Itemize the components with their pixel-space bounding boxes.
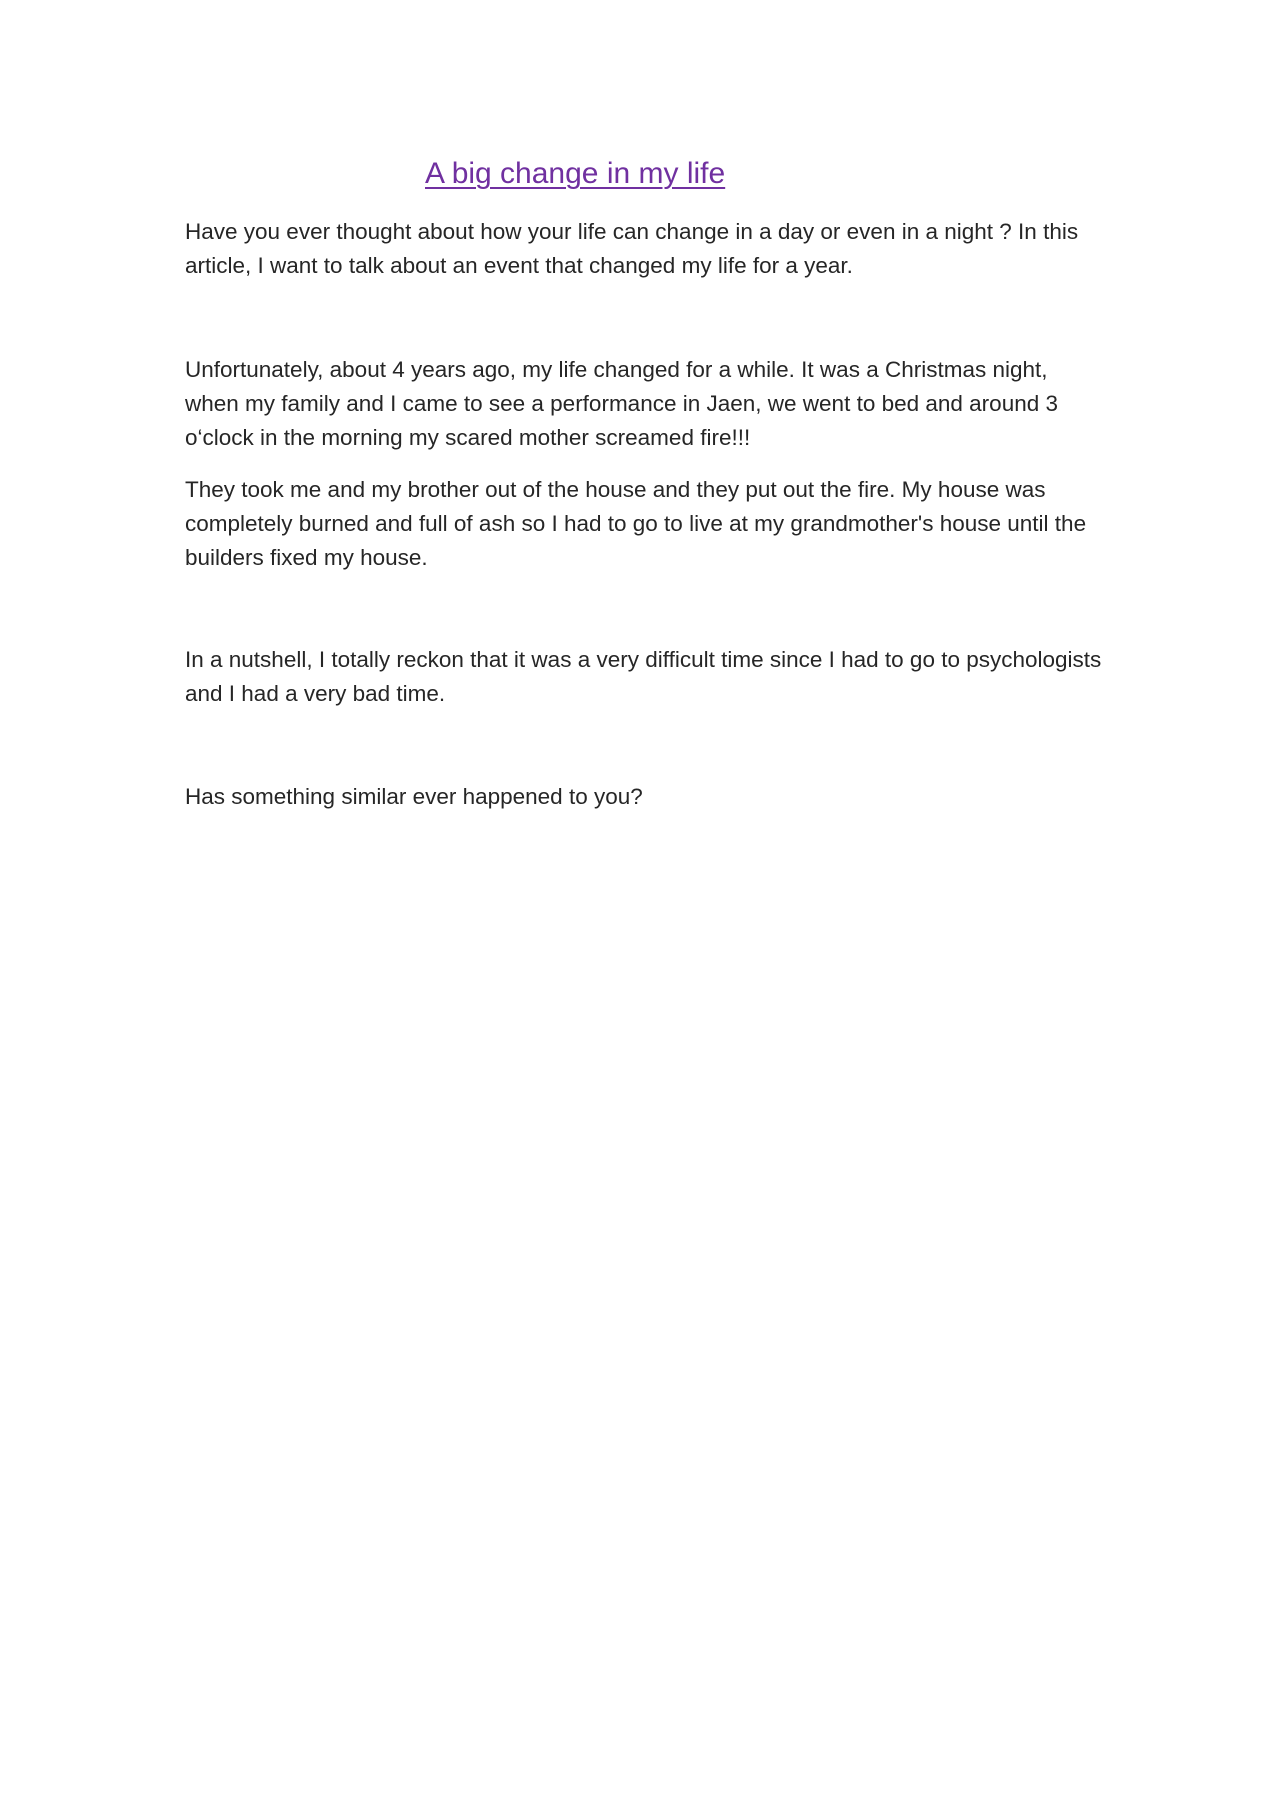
paragraph-event: Unfortunately, about 4 years ago, my life changed for a while. It was a Christmas night, when my family and I came to see a performance in Jaen, we went to bed and around 3 o‘clock in the morning my scared mother screamed fire!!! bbox=[185, 357, 1058, 450]
paragraph-question: Has something similar ever happened to you? bbox=[185, 784, 643, 809]
document-title: A big change in my life bbox=[425, 157, 726, 190]
paragraph-intro: Have you ever thought about how your life can change in a day or even in a night ? In this article, I want to talk about an event that changed my life for a year. bbox=[185, 219, 1079, 278]
paragraph-aftermath: They took me and my brother out of the house and they put out the fire. My house was completely burned and full of ash so I had to go to live at my grandmother's house until the builders fixed my house. bbox=[185, 477, 1087, 570]
paragraph-conclusion: In a nutshell, I totally reckon that it was a very difficult time since I had to go to psychologists and I had a very bad time. bbox=[185, 647, 1102, 706]
